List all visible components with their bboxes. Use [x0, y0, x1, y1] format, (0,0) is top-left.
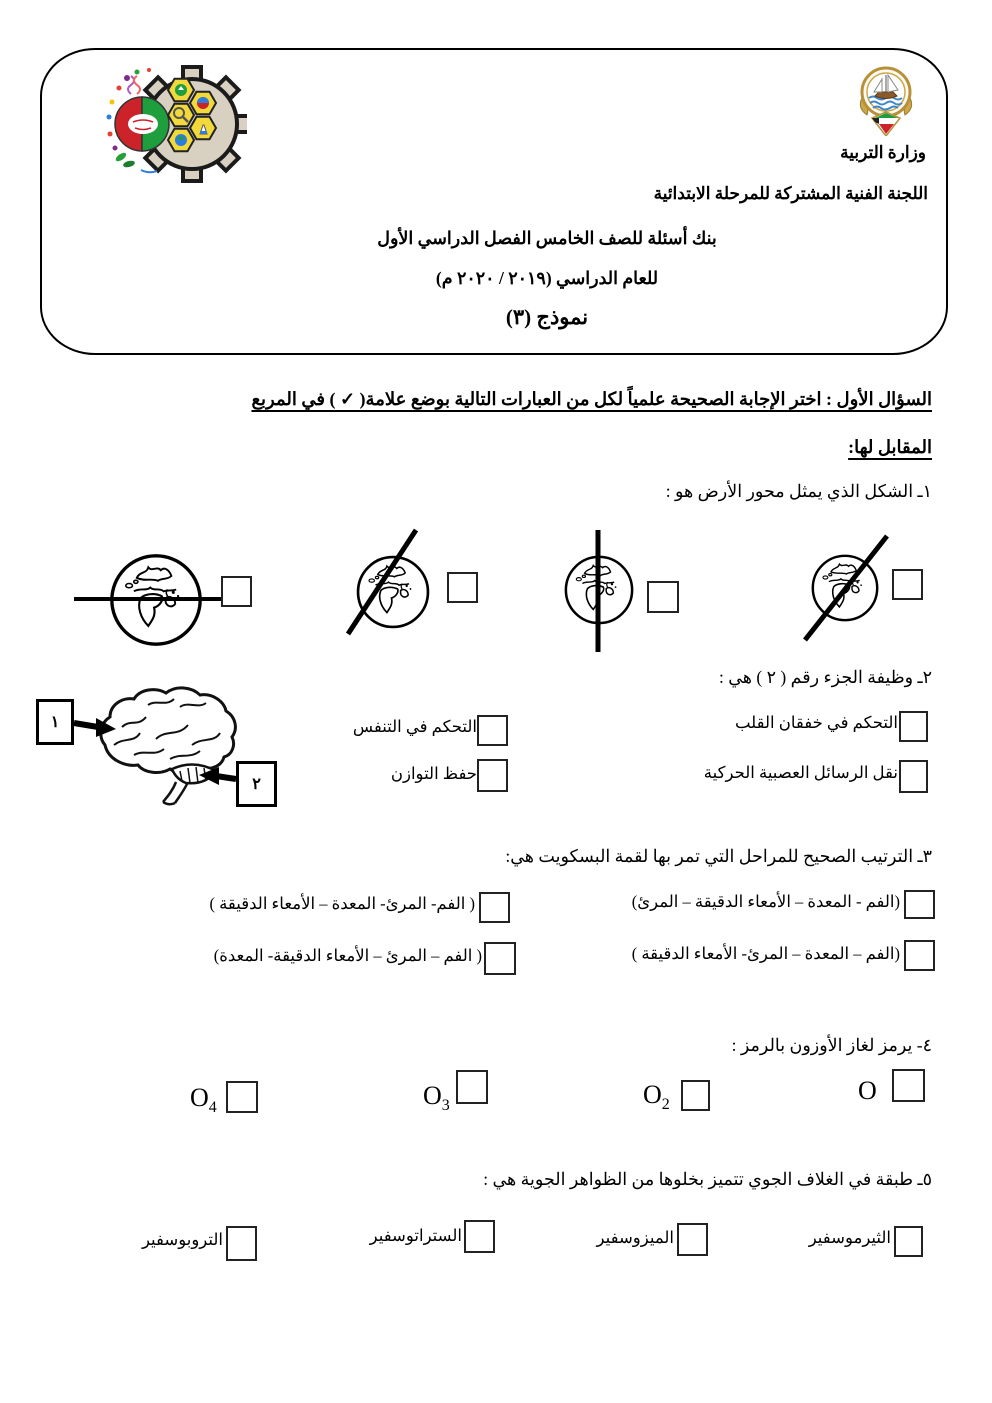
question1-instructions-line1: السؤال الأول : اختر الإجابة الصحيحة علمياً لكل من العبارات التالية بوضع علامة( ✓ ) في المربع	[251, 389, 932, 409]
q5-thermosphere-checkbox[interactable]	[894, 1226, 923, 1257]
q4-option-O4-checkbox[interactable]	[226, 1081, 258, 1113]
question1-instructions-line2: المقابل لها:	[848, 437, 932, 457]
science-gear-logo-icon	[97, 62, 247, 187]
q3-option4-label: ( الفم – المرئ – الأمعاء الدقيقة- المعدة)	[213, 946, 482, 965]
q4-option-O2: $O_2$	[643, 1080, 670, 1114]
q5-option-thermosphere: الثيرموسفير	[808, 1228, 891, 1247]
globe-tilted-axis-1	[799, 532, 893, 646]
q3-option2-label: ( الفم- المرئ- المعدة – الأمعاء الدقيقة )	[209, 894, 475, 913]
q2-option-breathing: التحكم في التنفس	[352, 717, 477, 736]
q4-option-O-checkbox[interactable]	[892, 1069, 925, 1102]
q1-option2-checkbox[interactable]	[647, 581, 679, 613]
globe-vertical-axis	[558, 528, 642, 654]
header-bank-title: بنك أسئلة للصف الخامس الفصل الدراسي الأول	[377, 228, 717, 248]
q5-stratosphere-checkbox[interactable]	[464, 1220, 495, 1253]
q4-option-O: O	[858, 1076, 877, 1105]
header-committee: اللجنة الفنية المشتركة للمرحلة الابتدائية	[653, 184, 928, 203]
q2-balance-checkbox[interactable]	[477, 759, 508, 792]
q4-option-O4: $O_4$	[190, 1083, 217, 1117]
q1-text: ١ـ الشكل الذي يمثل محور الأرض هو :	[665, 481, 932, 501]
q2-option-nerve-messages: نقل الرسائل العصبية الحركية	[703, 763, 898, 782]
globe-horizontal-axis	[72, 550, 242, 650]
header-model: نموذج (٣)	[505, 305, 589, 329]
q4-option-O2-checkbox[interactable]	[681, 1080, 710, 1111]
q1-option3-checkbox[interactable]	[447, 572, 478, 603]
q3-option1-checkbox[interactable]	[904, 890, 935, 919]
q2-option-balance: حفظ التوازن	[390, 764, 477, 783]
q4-option-O3: $O_3$	[423, 1081, 450, 1115]
q1-option1-checkbox[interactable]	[892, 569, 923, 600]
q2-heartbeat-checkbox[interactable]	[899, 711, 928, 742]
q5-option-stratosphere: الستراتوسفير	[369, 1226, 462, 1245]
kuwait-emblem-icon	[855, 66, 917, 136]
brain-label-2: ٢	[236, 761, 277, 807]
q2-option-heartbeat: التحكم في خفقان القلب	[734, 713, 898, 732]
header-ministry: وزارة التربية	[840, 143, 926, 162]
q3-option1-label: (الفم - المعدة – الأمعاء الدقيقة – المرئ)	[631, 892, 900, 911]
globe-tilted-axis-2	[338, 528, 450, 640]
q2-breathing-checkbox[interactable]	[477, 715, 508, 746]
q3-option3-label: (الفم – المعدة – المرئ- الأمعاء الدقيقة )	[631, 944, 900, 963]
brain-label-1: ١	[36, 699, 74, 745]
q4-option-O3-checkbox[interactable]	[456, 1070, 488, 1104]
q5-option-troposphere: التروبوسفير	[141, 1230, 223, 1249]
q5-troposphere-checkbox[interactable]	[226, 1226, 257, 1261]
q5-text: ٥ـ طبقة في الغلاف الجوي تتميز بخلوها من الظواهر الجوية هي :	[483, 1169, 932, 1189]
q4-text: ٤- يرمز لغاز الأوزون بالرمز :	[731, 1035, 932, 1055]
q3-option4-checkbox[interactable]	[484, 942, 516, 975]
q3-text: ٣ـ الترتيب الصحيح للمراحل التي تمر بها لقمة البسكويت هي:	[505, 846, 932, 866]
q3-option3-checkbox[interactable]	[904, 940, 935, 971]
q2-nerve-messages-checkbox[interactable]	[899, 760, 928, 793]
q1-option4-checkbox[interactable]	[221, 576, 252, 607]
header-year: للعام الدراسي (٢٠١٩ / ٢٠٢٠ م)	[435, 268, 659, 288]
q3-option2-checkbox[interactable]	[479, 892, 510, 923]
q5-mesosphere-checkbox[interactable]	[677, 1223, 708, 1256]
q5-option-mesosphere: الميزوسفير	[596, 1228, 674, 1247]
header-box	[40, 48, 948, 355]
q2-text: ٢ـ وظيفة الجزء رقم ( ٢ ) هي :	[718, 667, 932, 687]
